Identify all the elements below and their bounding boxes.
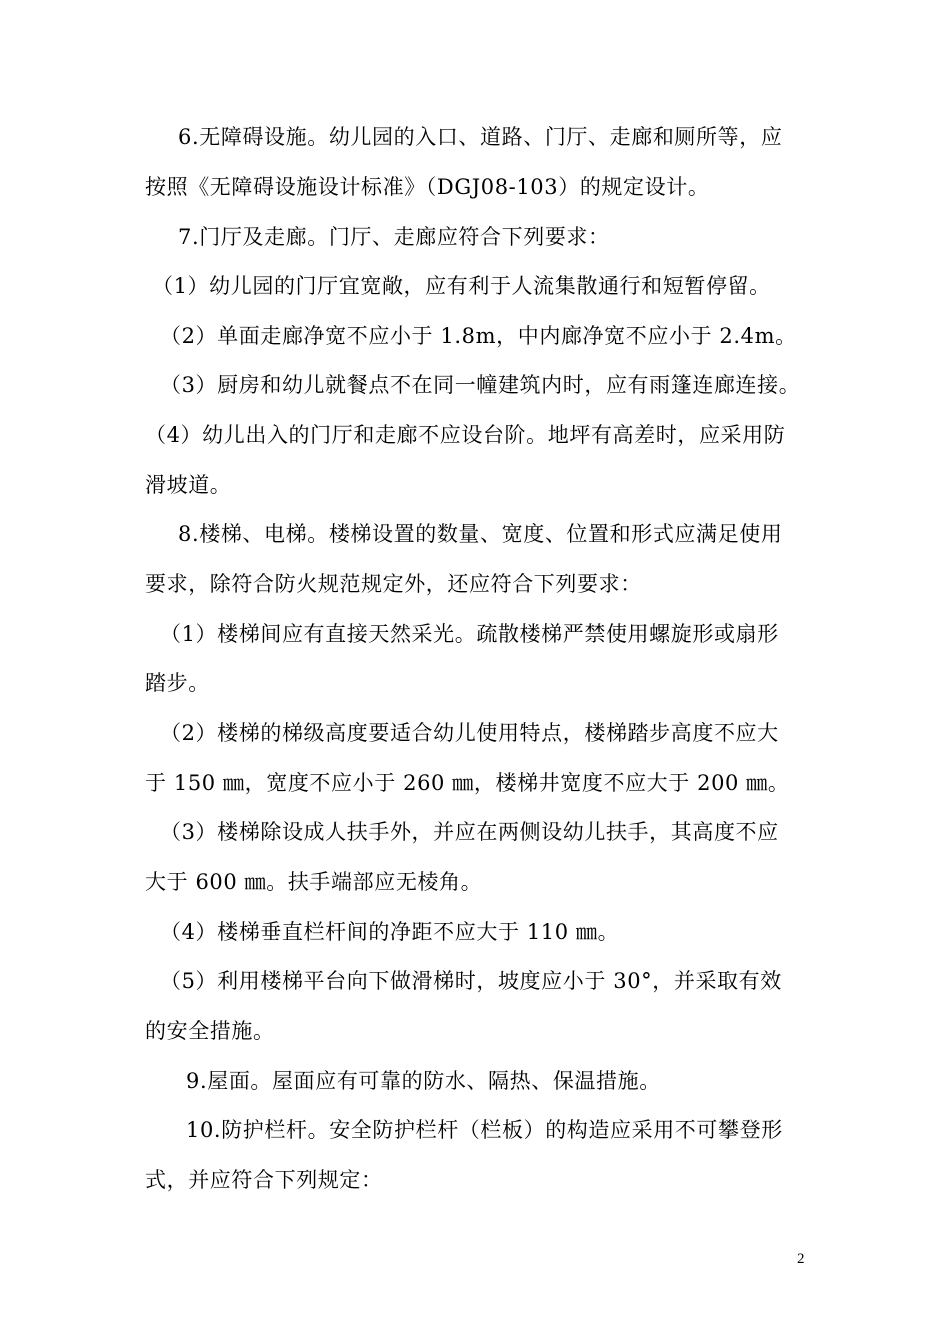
list-item-8-1-line-1: （1）楼梯间应有直接天然采光。疏散楼梯严禁使用螺旋形或扇形 bbox=[160, 622, 779, 646]
paragraph-10-line-1: 10.防护栏杆。安全防护栏杆（栏板）的构造应采用不可攀登形 bbox=[186, 1118, 783, 1142]
paragraph-10-line-2: 式，并应符合下列规定： bbox=[145, 1168, 383, 1192]
list-item-8-3-line-2: 大于 600 ㎜。扶手端部应无棱角。 bbox=[145, 870, 483, 894]
list-item-8-2-line-2: 于 150 ㎜，宽度不应小于 260 ㎜，楼梯井宽度不应大于 200 ㎜。 bbox=[145, 771, 790, 795]
paragraph-7-line-1: 7.门厅及走廊。门厅、走廊应符合下列要求： bbox=[178, 225, 610, 249]
paragraph-6-line-1: 6.无障碍设施。幼儿园的入口、道路、门厅、走廊和厕所等，应 bbox=[178, 125, 783, 149]
list-item-7-4-line-2: 滑坡道。 bbox=[145, 473, 232, 497]
list-item-8-1-line-2: 踏步。 bbox=[145, 671, 210, 695]
paragraph-8-line-2: 要求，除符合防火规范规定外，还应符合下列要求： bbox=[145, 572, 642, 596]
list-item-7-3: （3）厨房和幼儿就餐点不在同一幢建筑内时，应有雨篷连廊连接。 bbox=[160, 373, 801, 397]
list-item-8-5-line-1: （5）利用楼梯平台向下做滑梯时，坡度应小于 30°，并采取有效 bbox=[160, 969, 782, 993]
paragraph-9: 9.屋面。屋面应有可靠的防水、隔热、保温措施。 bbox=[186, 1069, 661, 1093]
list-item-7-2: （2）单面走廊净宽不应小于 1.8m，中内廊净宽不应小于 2.4m。 bbox=[160, 324, 797, 348]
list-item-7-4-line-1: （4）幼儿出入的门厅和走廊不应设台阶。地坪有高差时，应采用防 bbox=[145, 423, 786, 447]
list-item-8-4: （4）楼梯垂直栏杆间的净距不应大于 110 ㎜。 bbox=[160, 920, 620, 944]
paragraph-6-line-2: 按照《无障碍设施设计标准》（DGJ08-103）的规定设计。 bbox=[145, 175, 710, 199]
list-item-8-3-line-1: （3）楼梯除设成人扶手外，并应在两侧设幼儿扶手，其高度不应 bbox=[160, 820, 779, 844]
list-item-7-1: （1）幼儿园的门厅宜宽敞，应有利于人流集散通行和短暂停留。 bbox=[152, 274, 771, 298]
paragraph-8-line-1: 8.楼梯、电梯。楼梯设置的数量、宽度、位置和形式应满足使用 bbox=[178, 522, 783, 546]
list-item-8-5-line-2: 的安全措施。 bbox=[145, 1019, 275, 1043]
page-number: 2 bbox=[797, 1251, 805, 1267]
list-item-8-2-line-1: （2）楼梯的梯级高度要适合幼儿使用特点，楼梯踏步高度不应大 bbox=[160, 721, 779, 745]
